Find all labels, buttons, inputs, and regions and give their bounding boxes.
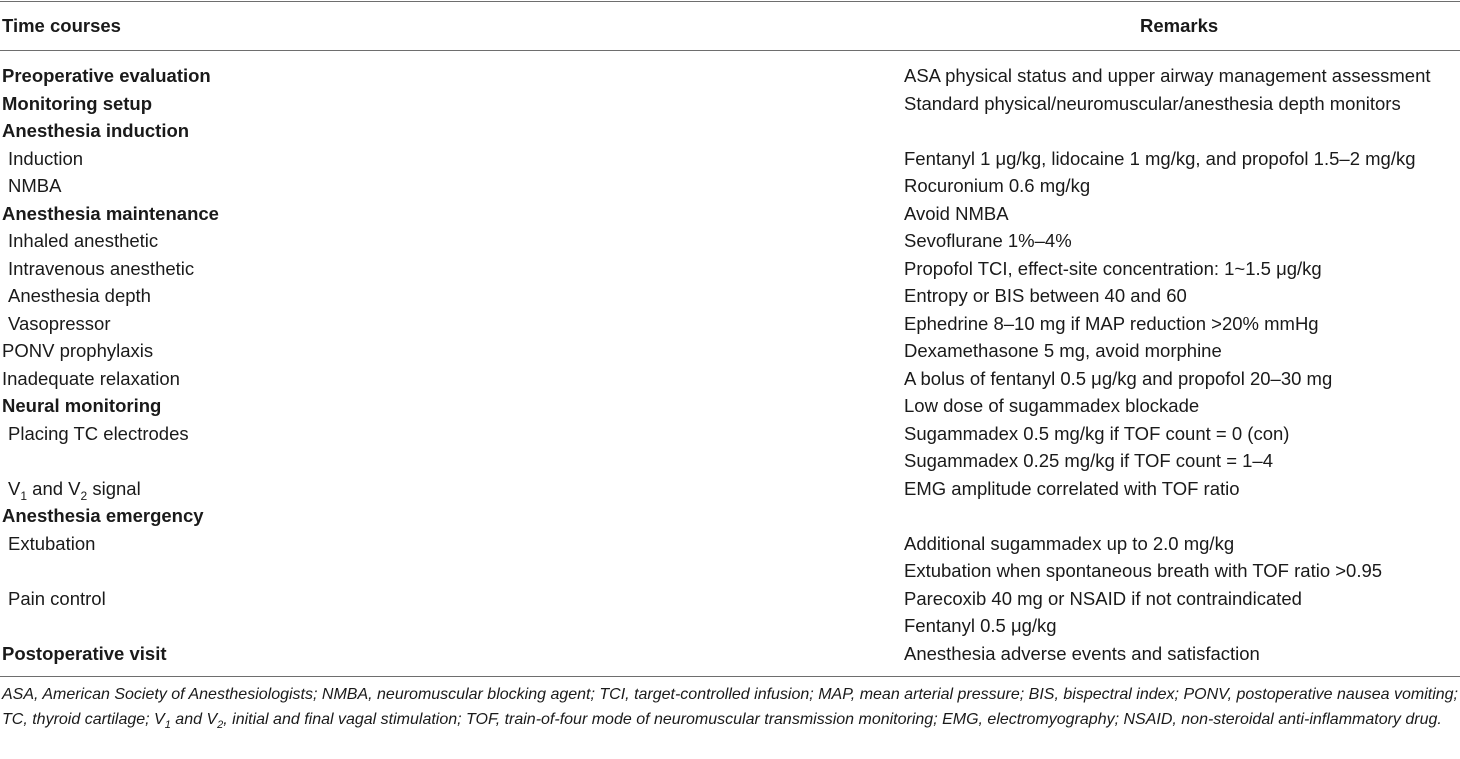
header-time-courses: Time courses — [2, 15, 121, 36]
remarks-cell: Extubation when spontaneous breath with TOF ratio >0.95 — [904, 560, 1383, 581]
remarks-cell: Sugammadex 0.5 mg/kg if TOF count = 0 (con) — [904, 422, 1290, 444]
table-row — [0, 337, 1460, 365]
header-remarks: Remarks — [1140, 15, 1219, 36]
header-rule — [0, 50, 1460, 51]
remarks-cell: Sugammadex 0.25 mg/kg if TOF count = 1–4 — [904, 450, 1274, 471]
table-header — [0, 12, 1460, 42]
remarks-cell: Standard physical/neuromuscular/anesthesia depth monitors — [904, 92, 1401, 114]
footnote-part-3: , initial and final vagal stimulation; TOF, train-of-four mode of neuromuscular transmission monitoring; EMG, electromyography; NSAID, non-steroidal anti-inflammatory drug. — [223, 711, 1442, 728]
top-rule — [0, 1, 1460, 2]
time-course-cell: Vasopressor — [8, 312, 111, 334]
time-course-cell: Inadequate relaxation — [2, 367, 180, 389]
v-letter: V — [8, 477, 21, 499]
time-course-cell: Anesthesia depth — [8, 285, 151, 306]
v-and-text: and V — [27, 477, 81, 499]
time-course-cell: Placing TC electrodes — [8, 422, 189, 444]
footnote-subscript-2: 2 — [217, 719, 224, 731]
bottom-rule — [0, 676, 1460, 677]
remarks-cell: Rocuronium 0.6 mg/kg — [904, 175, 1091, 196]
time-course-cell: Extubation — [8, 532, 96, 554]
table-row — [0, 475, 1460, 503]
footnote-part-2: and V — [170, 711, 218, 728]
table-row — [0, 612, 1460, 640]
table-row — [0, 90, 1460, 118]
subscript-2: 2 — [80, 488, 88, 503]
table-row — [0, 502, 1460, 530]
time-course-cell: PONV prophylaxis — [2, 340, 154, 361]
remarks-cell: Parecoxib 40 mg or NSAID if not contraindicated — [904, 587, 1302, 609]
subscript-1: 1 — [20, 488, 28, 503]
table-row — [0, 585, 1460, 613]
time-course-cell: Monitoring setup — [2, 92, 153, 114]
time-course-cell: Neural monitoring — [2, 395, 162, 416]
table-row — [0, 530, 1460, 558]
table-footnote — [2, 682, 1458, 734]
remarks-cell: Sevoflurane 1%–4% — [904, 230, 1072, 251]
time-course-cell: NMBA — [8, 175, 62, 196]
remarks-cell: Dexamethasone 5 mg, avoid morphine — [904, 340, 1222, 361]
time-course-cell: Anesthesia emergency — [2, 505, 204, 526]
signal-text: signal — [87, 477, 141, 499]
remarks-cell: Ephedrine 8–10 mg if MAP reduction >20% mmHg — [904, 312, 1319, 334]
table-row — [0, 62, 1460, 90]
time-course-cell: Inhaled anesthetic — [8, 230, 159, 251]
time-course-cell: Anesthesia induction — [2, 120, 190, 141]
time-course-cell: Anesthesia maintenance — [2, 202, 219, 224]
remarks-cell: Avoid NMBA — [904, 202, 1009, 224]
remarks-cell: Fentanyl 0.5 μg/kg — [904, 615, 1057, 636]
table-row — [0, 145, 1460, 173]
table-row — [0, 392, 1460, 420]
table-body — [0, 62, 1460, 667]
remarks-cell: Anesthesia adverse events and satisfaction — [904, 642, 1260, 664]
remarks-cell: Entropy or BIS between 40 and 60 — [904, 285, 1187, 306]
time-course-cell: Postoperative visit — [2, 642, 167, 664]
remarks-cell: Propofol TCI, effect-site concentration: 1~1.5 μg/kg — [904, 257, 1322, 279]
table-row — [0, 227, 1460, 255]
time-course-cell — [8, 475, 141, 506]
time-course-cell: Pain control — [8, 587, 106, 609]
footnote-part-1: ASA, American Society of Anesthesiologists; NMBA, neuromuscular blocking agent; TCI, target-controlled infusion; MAP, mean arterial pressure; BIS, bispectral index; PONV, postoperative nausea vomiting; TC, thyroid cartilage; V — [2, 686, 1458, 728]
table-row — [0, 420, 1460, 448]
table-row — [0, 200, 1460, 228]
remarks-cell: Additional sugammadex up to 2.0 mg/kg — [904, 532, 1235, 554]
table-row — [0, 557, 1460, 585]
table-row — [0, 282, 1460, 310]
time-course-cell: Intravenous anesthetic — [8, 257, 195, 279]
time-course-cell: Induction — [8, 147, 84, 169]
table-row — [0, 447, 1460, 475]
table-row — [0, 640, 1460, 668]
table-row — [0, 172, 1460, 200]
remarks-cell: Low dose of sugammadex blockade — [904, 395, 1200, 416]
table-row — [0, 255, 1460, 283]
remarks-cell: ASA physical status and upper airway management assessment — [904, 65, 1431, 86]
table-row — [0, 365, 1460, 393]
remarks-cell: Fentanyl 1 μg/kg, lidocaine 1 mg/kg, and propofol 1.5–2 mg/kg — [904, 147, 1416, 169]
remarks-cell: A bolus of fentanyl 0.5 μg/kg and propofol 20–30 mg — [904, 367, 1333, 389]
remarks-cell: EMG amplitude correlated with TOF ratio — [904, 477, 1240, 499]
footnote-subscript-1: 1 — [164, 719, 171, 731]
time-course-cell: Preoperative evaluation — [2, 65, 211, 86]
table-row — [0, 310, 1460, 338]
table-row — [0, 117, 1460, 145]
